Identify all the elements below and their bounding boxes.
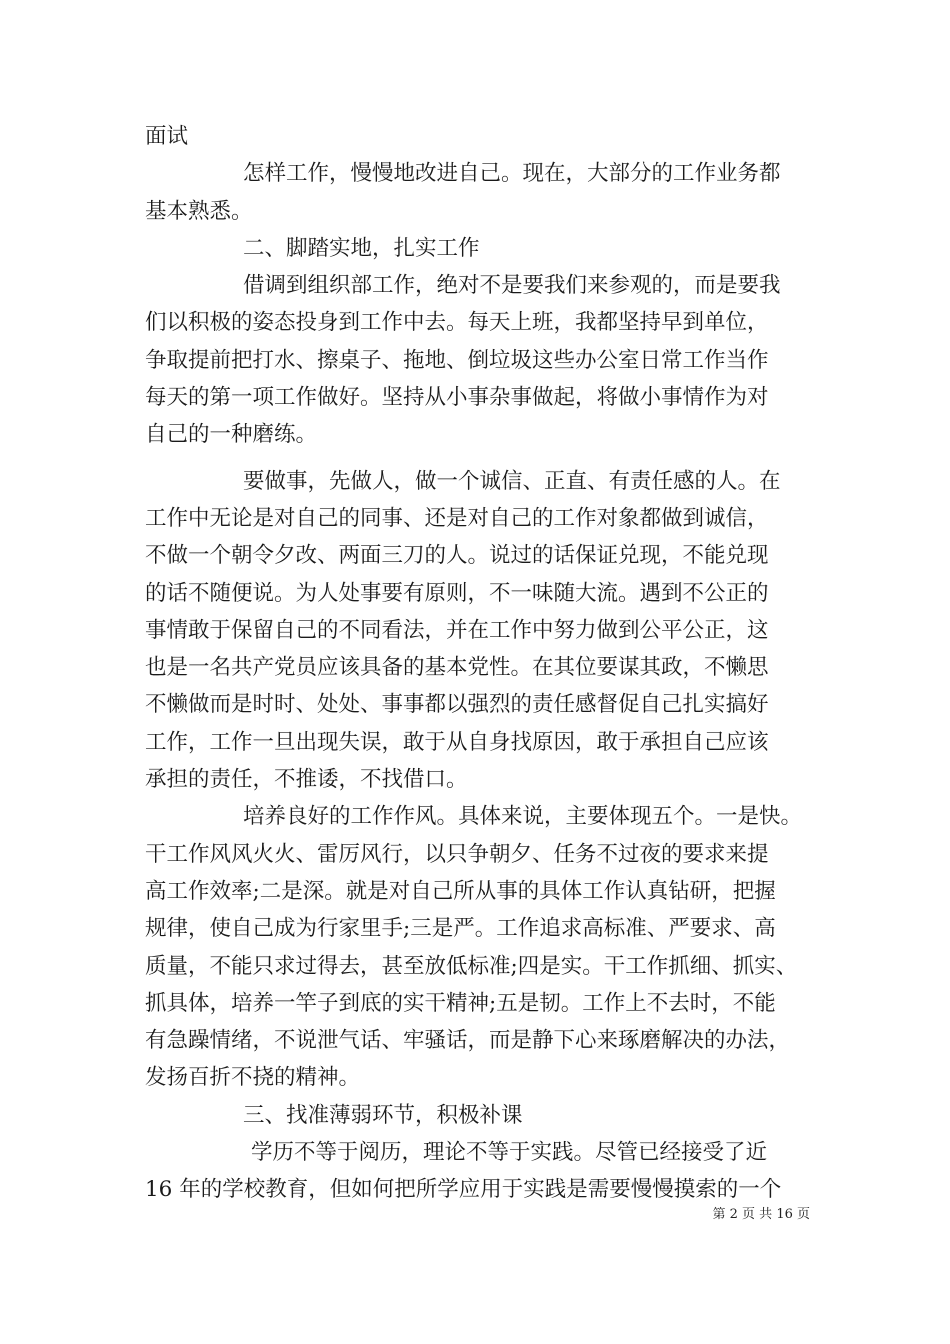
- paragraph-line: 有急躁情绪，不说泄气话、牢骚话，而是静下心来琢磨解决的办法，: [145, 1028, 791, 1054]
- paragraph-line: 承担的责任，不推诿，不找借口。: [145, 767, 468, 793]
- paragraph-line: 每天的第一项工作做好。坚持从小事杂事做起，将做小事情作为对: [145, 385, 769, 411]
- paragraph-line: 高工作效率;二是深。就是对自己所从事的具体工作认真钻研，把握: [145, 878, 776, 904]
- paragraph-line: 工作中无论是对自己的同事、还是对自己的工作对象都做到诚信，: [145, 505, 769, 531]
- paragraph-line: 学历不等于阅历，理论不等于实践。尽管已经接受了近: [251, 1140, 768, 1166]
- paragraph-line: 自己的一种磨练。: [145, 422, 318, 448]
- paragraph-line: 16 年的学校教育，但如何把所学应用于实践是需要慢慢摸索的一个: [145, 1177, 782, 1203]
- paragraph-line: 事情敢于保留自己的不同看法，并在工作中努力做到公平公正，这: [145, 617, 769, 643]
- page-number-footer: 第 2 页 共 16 页: [712, 1207, 810, 1222]
- paragraph-line: 们以积极的姿态投身到工作中去。每天上班，我都坚持早到单位，: [145, 310, 769, 336]
- document-body: [145, 118, 810, 1209]
- paragraph-line: 干工作风风火火、雷厉风行，以只争朝夕、任务不过夜的要求来提: [145, 841, 769, 867]
- paragraph-line: 抓具体，培养一竿子到底的实干精神;五是韧。工作上不去时，不能: [145, 990, 776, 1016]
- paragraph-line: 怎样工作，慢慢地改进自己。现在，大部分的工作业务都: [243, 161, 781, 187]
- paragraph-line: 的话不随便说。为人处事要有原则，不一味随大流。遇到不公正的: [145, 580, 769, 606]
- paragraph-line: 规律，使自己成为行家里手;三是严。工作追求高标准、严要求、高: [145, 916, 776, 942]
- paragraph-line: 要做事，先做人，做一个诚信、正直、有责任感的人。在: [243, 468, 781, 494]
- paragraph-line: 基本熟悉。: [145, 198, 253, 224]
- paragraph-line: 不做一个朝令夕改、两面三刀的人。说过的话保证兑现，不能兑现: [145, 543, 769, 569]
- paragraph-line: 也是一名共产党员应该具备的基本党性。在其位要谋其政，不懒思: [145, 655, 769, 681]
- paragraph-line: 争取提前把打水、擦桌子、拖地、倒垃圾这些办公室日常工作当作: [145, 347, 769, 373]
- paragraph-line: 工作，工作一旦出现失误，敢于从自身找原因，敢于承担自己应该: [145, 729, 769, 755]
- paragraph-gap: [145, 454, 810, 463]
- header-label: 面试: [145, 124, 189, 149]
- paragraph-line: 发扬百折不挠的精神。: [145, 1065, 361, 1091]
- paragraph-line: 不懒做而是时时、处处、事事都以强烈的责任感督促自己扎实搞好: [145, 692, 769, 718]
- paragraph-line: 借调到组织部工作，绝对不是要我们来参观的，而是要我: [243, 273, 781, 299]
- paragraph-line: 培养良好的工作作风。具体来说，主要体现五个。一是快。: [243, 804, 803, 830]
- paragraph-line: 质量，不能只求过得去，甚至放低标准;四是实。干工作抓细、抓实、: [145, 953, 798, 979]
- section-heading: 二、脚踏实地，扎实工作: [243, 235, 480, 261]
- section-heading: 三、找准薄弱环节，积极补课: [243, 1102, 523, 1128]
